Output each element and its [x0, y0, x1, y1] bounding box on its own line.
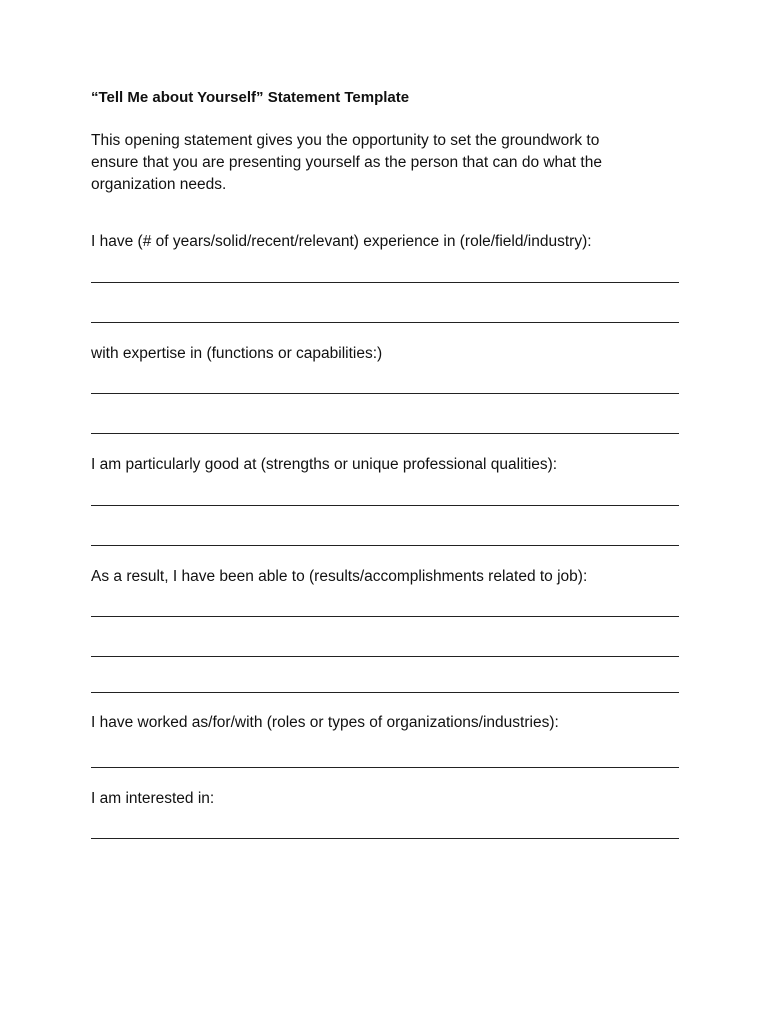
prompt-strengths: I am particularly good at (strengths or unique professional qualities): [91, 456, 558, 473]
fill-line-experience-1[interactable] [91, 282, 679, 283]
prompt-worked-as: I have worked as/for/with (roles or types of organizations/industries): [91, 714, 559, 731]
fill-line-experience-2[interactable] [91, 322, 679, 323]
intro-line: This opening statement gives you the opportunity to set the groundwork to [91, 132, 600, 149]
document-title: “Tell Me about Yourself” Statement Template [91, 89, 410, 106]
intro-paragraph [91, 130, 681, 196]
fill-line-strengths-2[interactable] [91, 545, 679, 546]
prompt-results: As a result, I have been able to (results/accomplishments related to job): [91, 568, 588, 585]
fill-line-results-1[interactable] [91, 616, 679, 617]
fill-line-strengths-1[interactable] [91, 505, 679, 506]
fill-line-expertise-2[interactable] [91, 433, 679, 434]
fill-line-results-3[interactable] [91, 692, 679, 693]
fill-line-results-2[interactable] [91, 656, 679, 657]
prompt-experience: I have (# of years/solid/recent/relevant) experience in (role/field/industry): [91, 233, 592, 250]
fill-line-interested-in-1[interactable] [91, 838, 679, 839]
prompt-interested-in: I am interested in: [91, 790, 215, 807]
prompt-expertise: with expertise in (functions or capabilities:) [91, 345, 383, 362]
intro-line: ensure that you are presenting yourself as the person that can do what the [91, 154, 602, 171]
intro-line: organization needs. [91, 176, 227, 193]
fill-line-worked-as-1[interactable] [91, 767, 679, 768]
fill-line-expertise-1[interactable] [91, 393, 679, 394]
